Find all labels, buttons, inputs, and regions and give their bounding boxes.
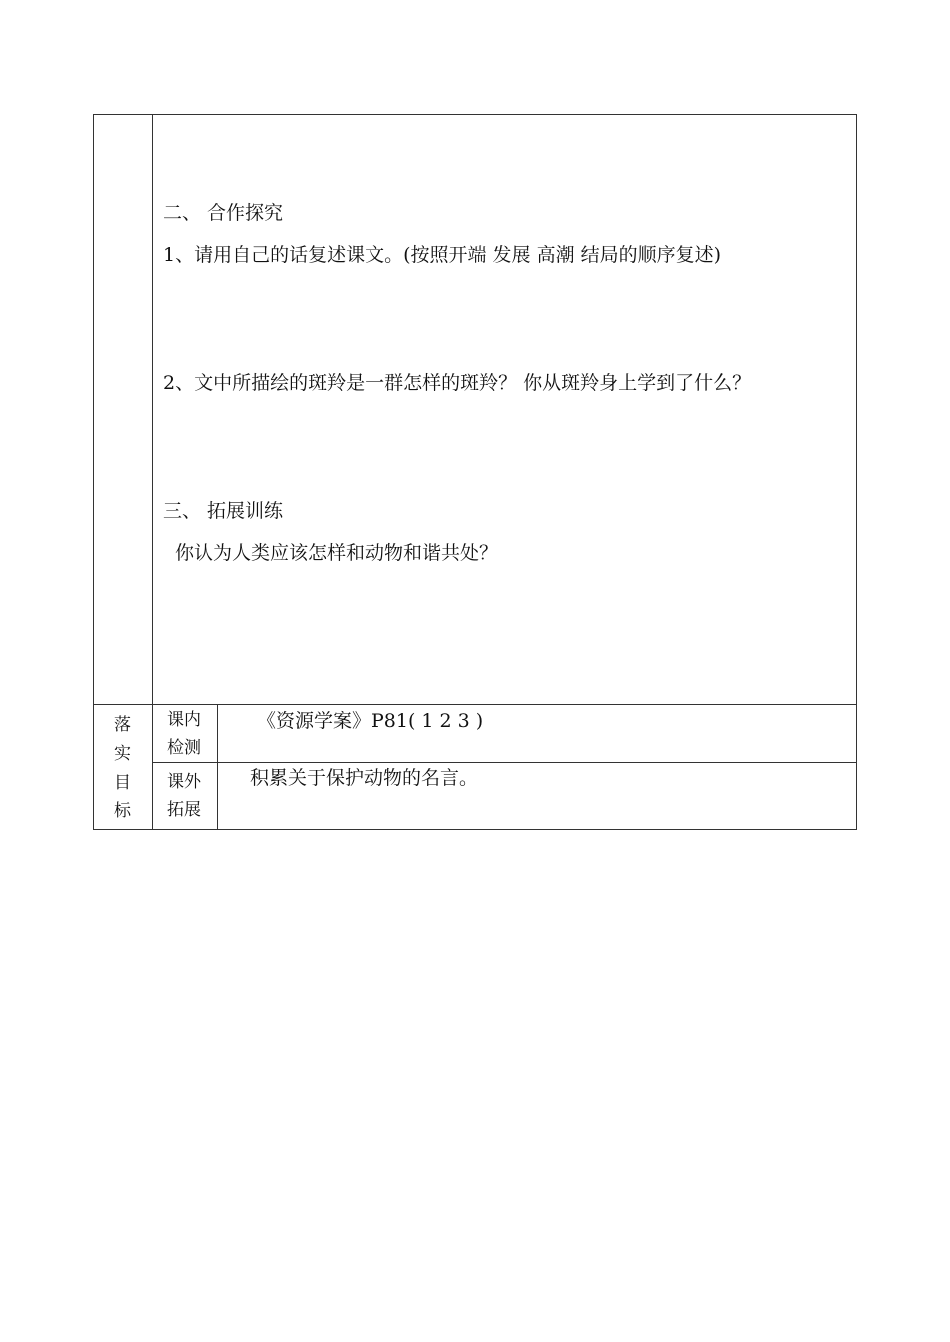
question-2: 2、文中所描绘的斑羚是一群怎样的斑羚？ 你从斑羚身上学到了什么？ — [163, 372, 752, 394]
table-border-bottom — [93, 829, 857, 830]
goals-row-2-label: 拓展 — [167, 800, 201, 820]
goals-label-char: 实 — [114, 744, 131, 764]
table-divider-row-inner — [152, 762, 857, 763]
table-border-left — [93, 114, 94, 830]
goals-label-char: 目 — [114, 773, 131, 793]
section-2-heading: 二、 合作探究 — [163, 202, 284, 224]
table-border-right — [856, 114, 857, 830]
question-3: 你认为人类应该怎样和动物和谐共处？ — [175, 542, 499, 564]
goals-label-char: 落 — [114, 715, 131, 735]
goals-row-1-label: 课内 — [167, 710, 201, 730]
goals-row-2-label: 课外 — [167, 772, 201, 792]
goals-label-char: 标 — [114, 801, 131, 821]
table-border-top — [93, 114, 857, 115]
table-divider-row-goals — [93, 704, 857, 705]
table-divider-col1 — [152, 114, 153, 830]
goals-row-1-label: 检测 — [167, 738, 201, 758]
goals-row-2-content: 积累关于保护动物的名言。 — [250, 767, 479, 789]
question-1: 1、请用自己的话复述课文。(按照开端 发展 高潮 结局的顺序复述) — [163, 244, 722, 266]
goals-row-1-content: 《资源学案》P81( 1 2 3 ) — [257, 710, 484, 732]
section-3-heading: 三、 拓展训练 — [163, 500, 284, 522]
table-divider-col2 — [217, 704, 218, 830]
